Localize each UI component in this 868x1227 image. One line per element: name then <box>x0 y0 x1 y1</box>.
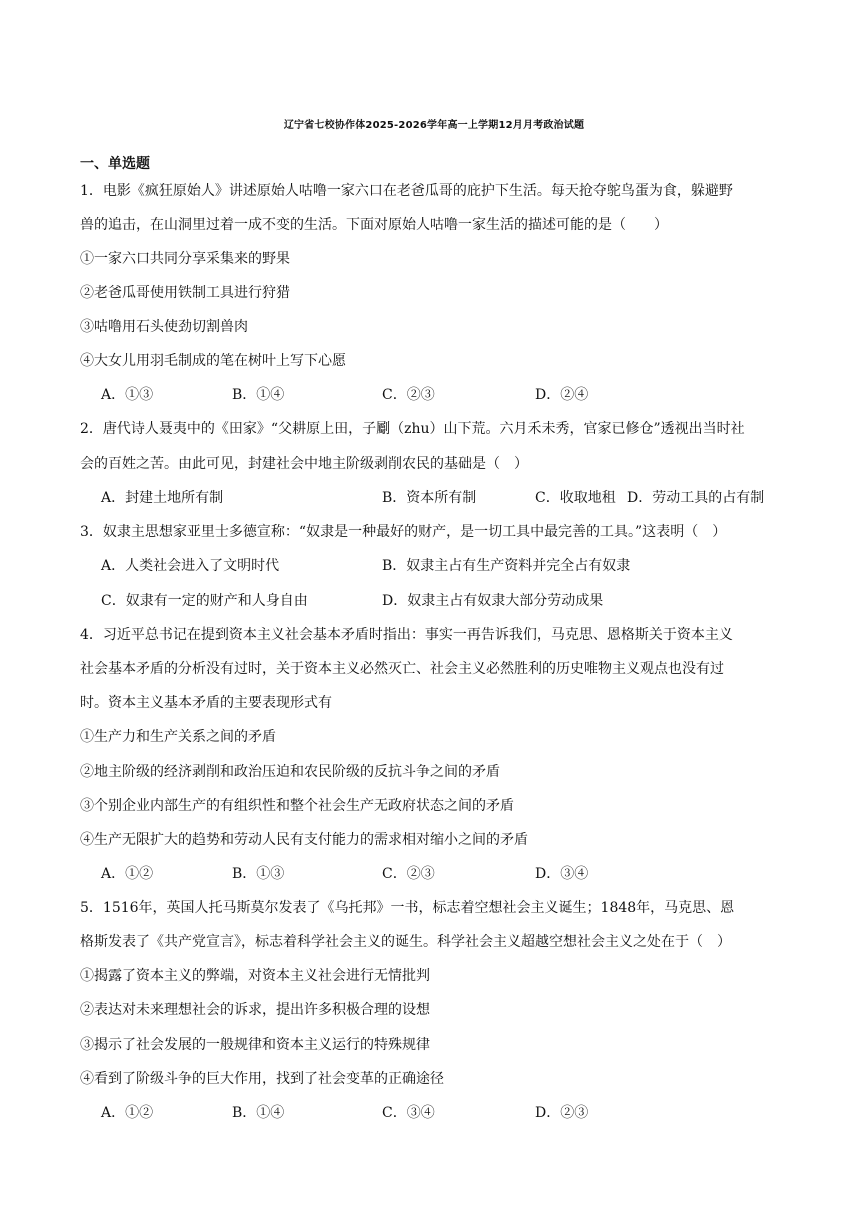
question-4-item-1: ①生产力和生产关系之间的矛盾 <box>80 729 276 745</box>
question-2-option-a: A．封建土地所有制 <box>101 490 224 506</box>
question-1-item-3: ③咕噜用石头使劲切割兽肉 <box>80 319 248 335</box>
question-2-option-d: D．劳动工具的占有制 <box>627 490 765 506</box>
question-1-line-1: 1．电影《疯狂原始人》讲述原始人咕噜一家六口在老爸瓜哥的庇护下生活。每天抢夺鸵鸟蛋为食，躲避野 <box>80 183 733 199</box>
page-title: 辽宁省七校协作体2025-2026学年高一上学期12月月考政治试题 <box>283 120 585 131</box>
question-2-option-c: C．收取地租 <box>535 490 616 506</box>
question-1-line-2: 兽的追击，在山洞里过着一成不变的生活。下面对原始人咕噜一家生活的描述可能的是（ ） <box>80 217 668 233</box>
question-4-item-3: ③个别企业内部生产的有组织性和整个社会生产无政府状态之间的矛盾 <box>80 798 514 814</box>
question-2-line-2: 会的百姓之苦。由此可见，封建社会中地主阶级剥削农民的基础是（ ） <box>80 456 528 472</box>
question-3-option-d: D．奴隶主占有奴隶大部分劳动成果 <box>382 593 604 609</box>
question-4-item-4: ④生产无限扩大的趋势和劳动人民有支付能力的需求相对缩小之间的矛盾 <box>80 832 528 848</box>
question-1-item-4: ④大女儿用羽毛制成的笔在树叶上写下心愿 <box>80 353 346 369</box>
question-3-option-b: B．奴隶主占有生产资料并完全占有奴隶 <box>382 558 631 574</box>
question-4-option-d: D．③④ <box>535 866 589 882</box>
question-4-option-c: C．②③ <box>382 866 435 882</box>
question-5-option-d: D．②③ <box>535 1105 589 1121</box>
question-5-option-a: A．①② <box>101 1105 154 1121</box>
question-5-option-b: B．①④ <box>232 1105 285 1121</box>
question-5-item-3: ③揭示了社会发展的一般规律和资本主义运行的特殊规律 <box>80 1037 430 1053</box>
question-2-option-b: B．资本所有制 <box>382 490 477 506</box>
question-5-option-c: C．③④ <box>382 1105 435 1121</box>
question-3-option-a: A．人类社会进入了文明时代 <box>101 558 280 574</box>
question-5-line-2: 格斯发表了《共产党宣言》，标志着科学社会主义的诞生。科学社会主义超越空想社会主义之处在于（ ） <box>80 934 731 950</box>
question-4-line-3: 时。资本主义基本矛盾的主要表现形式有 <box>80 695 332 711</box>
question-5-item-1: ①揭露了资本主义的弊端，对资本主义社会进行无情批判 <box>80 968 430 984</box>
question-1-item-2: ②老爸瓜哥使用铁制工具进行狩猎 <box>80 285 290 301</box>
question-1-item-1: ①一家六口共同分享采集来的野果 <box>80 251 290 267</box>
question-4-option-b: B．①③ <box>232 866 285 882</box>
question-1-option-d: D．②④ <box>535 387 589 403</box>
question-3-line-1: 3．奴隶主思想家亚里士多德宣称：“奴隶是一种最好的财产，是一切工具中最完善的工具。”这表明（ ） <box>80 524 727 540</box>
section-heading: 一、单选题 <box>80 156 150 172</box>
question-5-line-1: 5．1516年，英国人托马斯莫尔发表了《乌托邦》一书，标志着空想社会主义诞生；1848年，马克思、恩 <box>80 900 735 916</box>
question-2-line-1: 2．唐代诗人聂夷中的《田家》“父耕原上田，子劚（zhu）山下荒。六月禾未秀，官家已修仓”透视出当时社 <box>80 421 745 437</box>
question-4-line-1: 4．习近平总书记在提到资本主义社会基本矛盾时指出：事实一再告诉我们，马克思、恩格斯关于资本主义 <box>80 627 733 643</box>
question-5-item-4: ④看到了阶级斗争的巨大作用，找到了社会变革的正确途径 <box>80 1071 444 1087</box>
question-5-item-2: ②表达对未来理想社会的诉求，提出许多积极合理的设想 <box>80 1002 430 1018</box>
question-1-option-c: C．②③ <box>382 387 435 403</box>
question-1-option-b: B．①④ <box>232 387 285 403</box>
question-3-option-c: C．奴隶有一定的财产和人身自由 <box>101 593 308 609</box>
question-1-option-a: A．①③ <box>101 387 154 403</box>
question-4-item-2: ②地主阶级的经济剥削和政治压迫和农民阶级的反抗斗争之间的矛盾 <box>80 764 500 780</box>
question-4-option-a: A．①② <box>101 866 154 882</box>
question-4-line-2: 社会基本矛盾的分析没有过时，关于资本主义必然灭亡、社会主义必然胜利的历史唯物主义观点也没有过 <box>80 661 724 677</box>
